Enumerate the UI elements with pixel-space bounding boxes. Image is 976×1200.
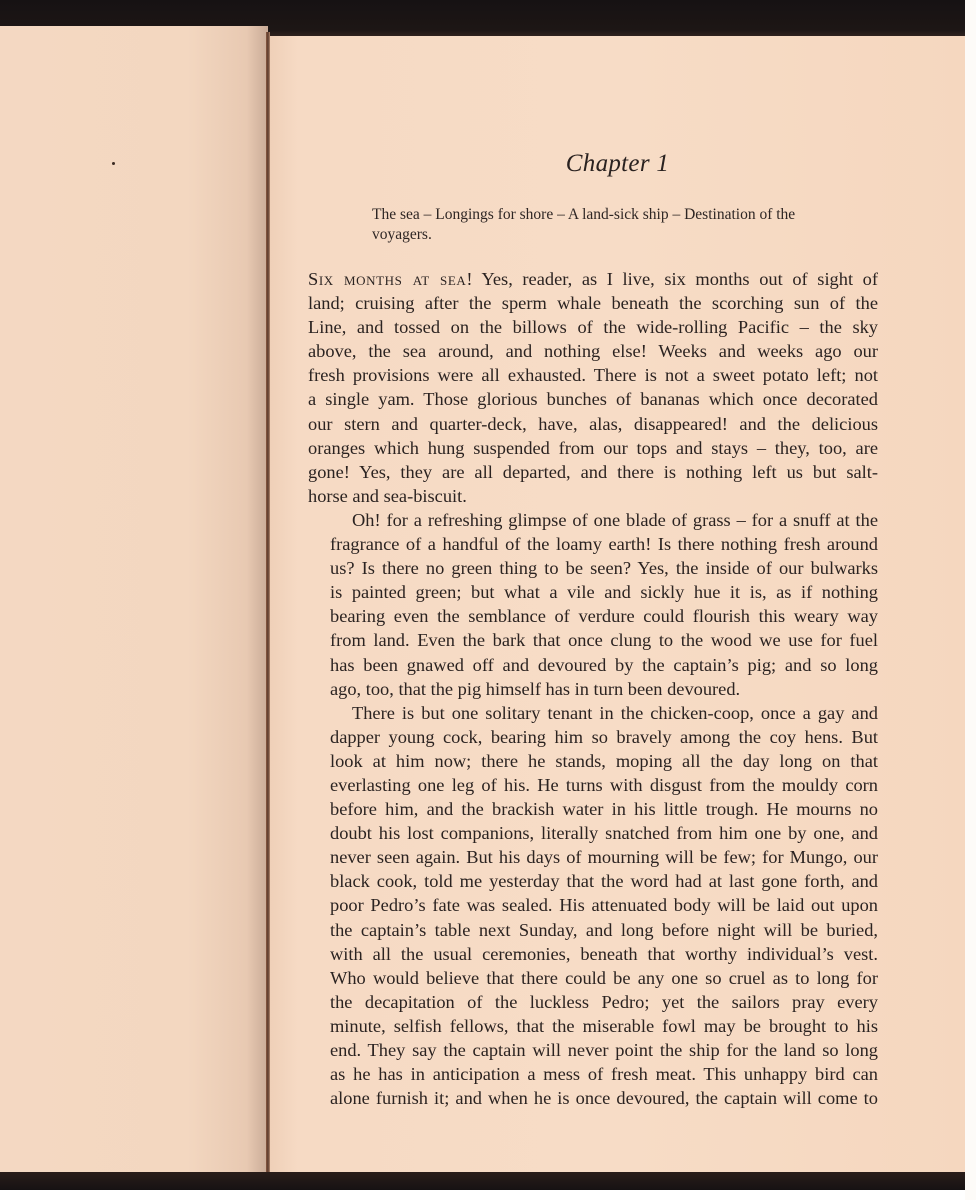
text-line: the captain’s table next Sunday, and long before night will be buried,	[330, 919, 878, 940]
text-line: Oh! for a refreshing glimpse of one blade of grass – for a snuff at the	[352, 509, 878, 530]
text-line: with all the usual ceremonies, beneath that worthy individual’s vest.	[330, 943, 878, 964]
text-line: look at him now; there he stands, moping all the day long on that	[330, 750, 878, 771]
scan-bottom-border	[0, 1172, 965, 1190]
text-line: above, the sea around, and nothing else! Weeks and weeks ago our	[308, 341, 878, 362]
text-line: black cook, told me yesterday that the word had at last gone forth, and	[330, 871, 878, 892]
text-line: is painted green; but what a vile and sickly hue it is, as if nothing	[330, 582, 878, 603]
text-line: bearing even the semblance of verdure could flourish this weary way	[330, 606, 878, 627]
text-line: fragrance of a handful of the loamy earth! Is there nothing fresh around	[330, 534, 878, 555]
text-line: ago, too, that the pig himself has in turn been devoured.	[330, 678, 741, 699]
scan-right-margin	[965, 0, 976, 1200]
body-text	[308, 267, 878, 1110]
text-line: a single yam. Those glorious bunches of bananas which once decorated	[308, 389, 878, 410]
text-line: dapper young cock, bearing him so bravely among the coy hens. But	[330, 726, 878, 747]
text-line: alone furnish it; and when he is once devoured, the captain will come to	[330, 1088, 878, 1109]
paragraph-3	[308, 701, 878, 1111]
text-line: before him, and the brackish water in his little trough. He mourns no	[330, 799, 878, 820]
text-line: horse and sea-biscuit.	[308, 485, 467, 506]
book-spine	[266, 32, 270, 1177]
text-line: There is but one solitary tenant in the chicken-coop, once a gay and	[352, 702, 878, 723]
left-page	[0, 26, 268, 1176]
text-line: doubt his lost companions, literally snatched from him one by one, and	[330, 823, 878, 844]
chapter-synopsis: The sea – Longings for shore – A land-sick ship – Destination of the voyagers.	[372, 206, 796, 243]
text-line: fresh provisions were all exhausted. There is not a sweet potato left; not	[308, 365, 878, 386]
text-line: poor Pedro’s fate was sealed. His attenuated body will be laid out upon	[330, 895, 878, 916]
text-line: never seen again. But his days of mourning will be few; for Mungo, our	[330, 847, 878, 868]
text-line: oranges which hung suspended from our tops and stays – they, too, are	[308, 437, 878, 458]
text-line: us? Is there no green thing to be seen? Yes, the inside of our bulwarks	[330, 558, 878, 579]
paper-speck	[112, 162, 115, 165]
paragraph-2	[308, 508, 878, 701]
small-caps-opening: Six months at sea	[308, 269, 467, 289]
text-line: Six months at sea! Yes, reader, as I live, six months out of sight of	[308, 269, 879, 289]
text-line: Who would believe that there could be any one so cruel as to long for	[330, 967, 878, 988]
text-line: as he has in anticipation a mess of fresh meat. This unhappy bird can	[330, 1064, 878, 1085]
text-line: from land. Even the bark that once clung to the wood we use for fuel	[330, 630, 878, 651]
text-line: minute, selfish fellows, that the miserable fowl may be brought to his	[330, 1015, 878, 1036]
paragraph-1	[308, 267, 878, 508]
text-line: the decapitation of the luckless Pedro; yet the sailors pray every	[330, 991, 878, 1012]
text-line: gone! Yes, they are all departed, and there is nothing left us but salt-	[308, 461, 878, 482]
text-line: land; cruising after the sperm whale beneath the scorching sun of the	[308, 293, 878, 314]
text-line: Line, and tossed on the billows of the wide-rolling Pacific – the sky	[308, 317, 878, 338]
chapter-title: Chapter 1	[565, 150, 670, 177]
text-line: end. They say the captain will never point the ship for the land so long	[330, 1040, 878, 1060]
text-line: everlasting one leg of his. He turns with disgust from the mouldy corn	[330, 774, 878, 795]
text-line: has been gnawed off and devoured by the captain’s pig; and so long	[330, 654, 878, 675]
text-line: our stern and quarter-deck, have, alas, disappeared! and the delicious	[308, 413, 878, 434]
